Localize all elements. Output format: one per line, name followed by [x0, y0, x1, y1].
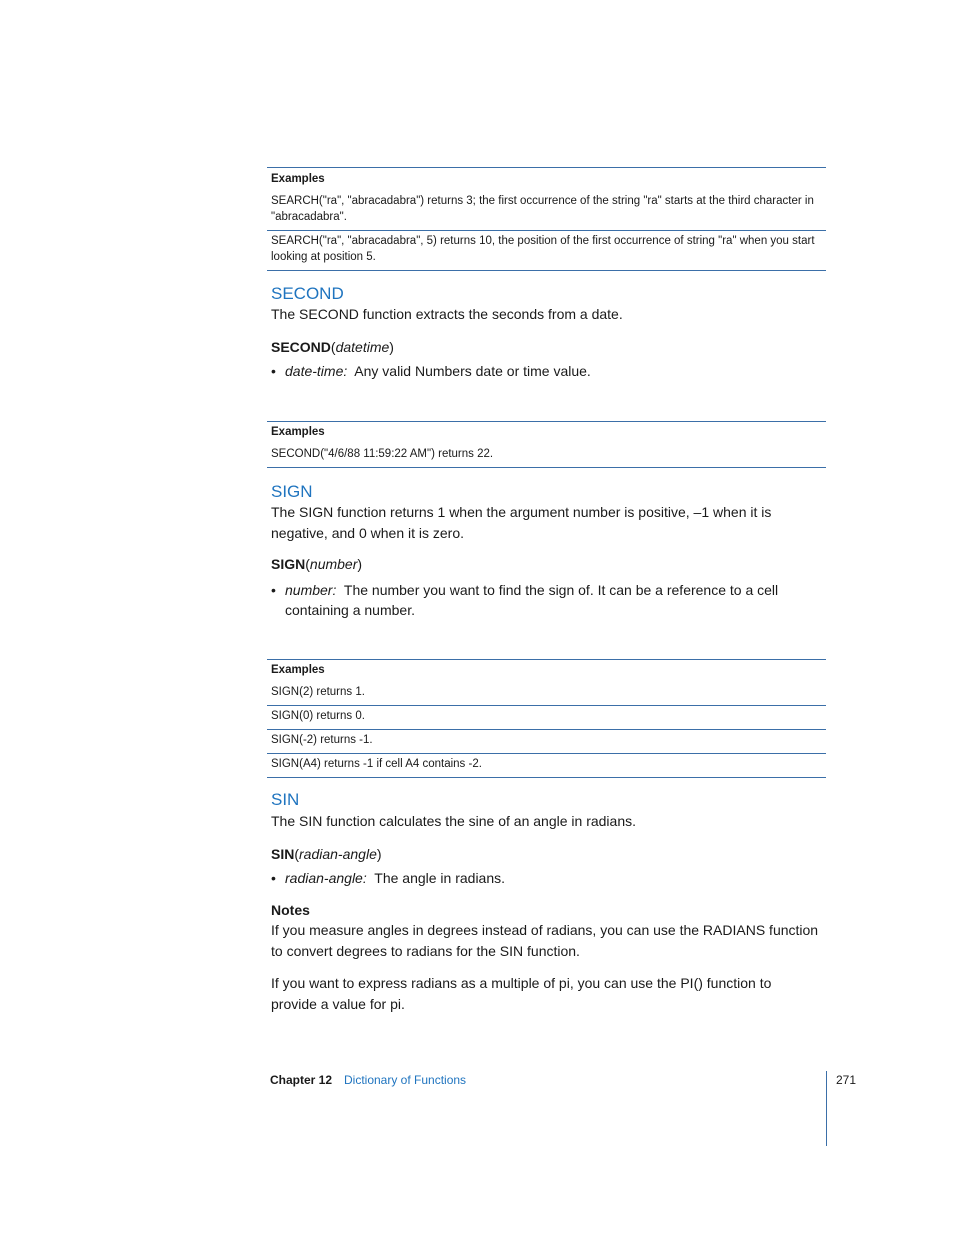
table-row: SEARCH("ra", "abracadabra", 5) returns 10, the position of the first occurrence of string "ra" when you start looking at position 5. — [271, 235, 815, 263]
table-rule — [267, 729, 826, 730]
footer-section-link[interactable]: Dictionary of Functions — [344, 1073, 467, 1087]
table-row: SIGN(2) returns 1. — [271, 686, 365, 698]
second-examples-table — [267, 421, 826, 468]
syntax-argument: radian-angle — [299, 846, 377, 862]
table-row: SIGN(A4) returns -1 if cell A4 contains -2. — [271, 758, 482, 770]
bullet-icon: • — [271, 363, 276, 379]
argument-name: radian-angle: — [285, 870, 367, 886]
page-number: 271 — [836, 1073, 857, 1087]
argument-bullet — [271, 580, 801, 620]
table-rule — [267, 777, 826, 778]
section-description: The SIGN function returns 1 when the argument number is positive, –1 when it is negative, and 0 when it is zero. — [271, 504, 772, 541]
argument-description: The angle in radians. — [374, 870, 506, 886]
argument-name: date-time: — [285, 363, 348, 379]
argument-bullet — [271, 361, 811, 381]
syntax-function-name: SECOND — [271, 339, 331, 355]
argument-description: The number you want to find the sign of. It can be a reference to a cell containing a number. — [285, 582, 779, 618]
footer-chapter: Chapter 12 — [270, 1073, 333, 1087]
notes-paragraph: If you want to express radians as a multiple of pi, you can use the PI() function to provide a value for pi. — [271, 975, 772, 1012]
syntax-line: SIN(radian-angle) — [271, 846, 382, 862]
bullet-icon: • — [271, 582, 276, 598]
section-title-sin: SIN — [271, 790, 300, 809]
section-title-second: SECOND — [271, 284, 344, 303]
syntax-argument: number — [309, 556, 358, 572]
syntax-function-name: SIN — [271, 846, 295, 862]
table-rule — [267, 753, 826, 754]
table-rule — [267, 230, 826, 231]
table-header: Examples — [271, 173, 325, 185]
table-rule — [267, 421, 826, 422]
table-row: SIGN(-2) returns -1. — [271, 734, 373, 746]
table-rule — [267, 270, 826, 271]
syntax-function-name: SIGN — [271, 556, 306, 572]
syntax-argument: datetime — [335, 339, 390, 355]
table-rule — [267, 467, 826, 468]
argument-bullet — [271, 868, 811, 888]
table-rule — [267, 167, 826, 168]
syntax-line: SECOND(datetime) — [271, 339, 394, 355]
notes-heading: Notes — [271, 902, 310, 918]
syntax-line: SIGN(number) — [271, 556, 363, 572]
argument-name: number: — [285, 582, 337, 598]
section-description: The SECOND function extracts the seconds from a date. — [271, 306, 623, 322]
table-header: Examples — [271, 664, 325, 676]
table-row: SIGN(0) returns 0. — [271, 710, 365, 722]
section-description: The SIN function calculates the sine of an angle in radians. — [271, 813, 636, 829]
notes-paragraph: If you measure angles in degrees instead of radians, you can use the RADIANS function to convert degrees to radians for the SIN function. — [271, 922, 819, 959]
sign-examples-table — [267, 659, 826, 778]
section-title-sign: SIGN — [271, 482, 313, 501]
table-row: SECOND("4/6/88 11:59:22 AM") returns 22. — [271, 448, 494, 460]
bullet-icon: • — [271, 870, 276, 886]
search-examples-table — [267, 167, 826, 271]
table-rule — [267, 659, 826, 660]
table-rule — [267, 705, 826, 706]
table-header: Examples — [271, 426, 325, 438]
argument-description: Any valid Numbers date or time value. — [354, 363, 591, 379]
footer-divider — [826, 1071, 827, 1146]
table-row: SEARCH("ra", "abracadabra") returns 3; the first occurrence of the string "ra" starts at the third character in "abracadabra". — [271, 195, 814, 223]
